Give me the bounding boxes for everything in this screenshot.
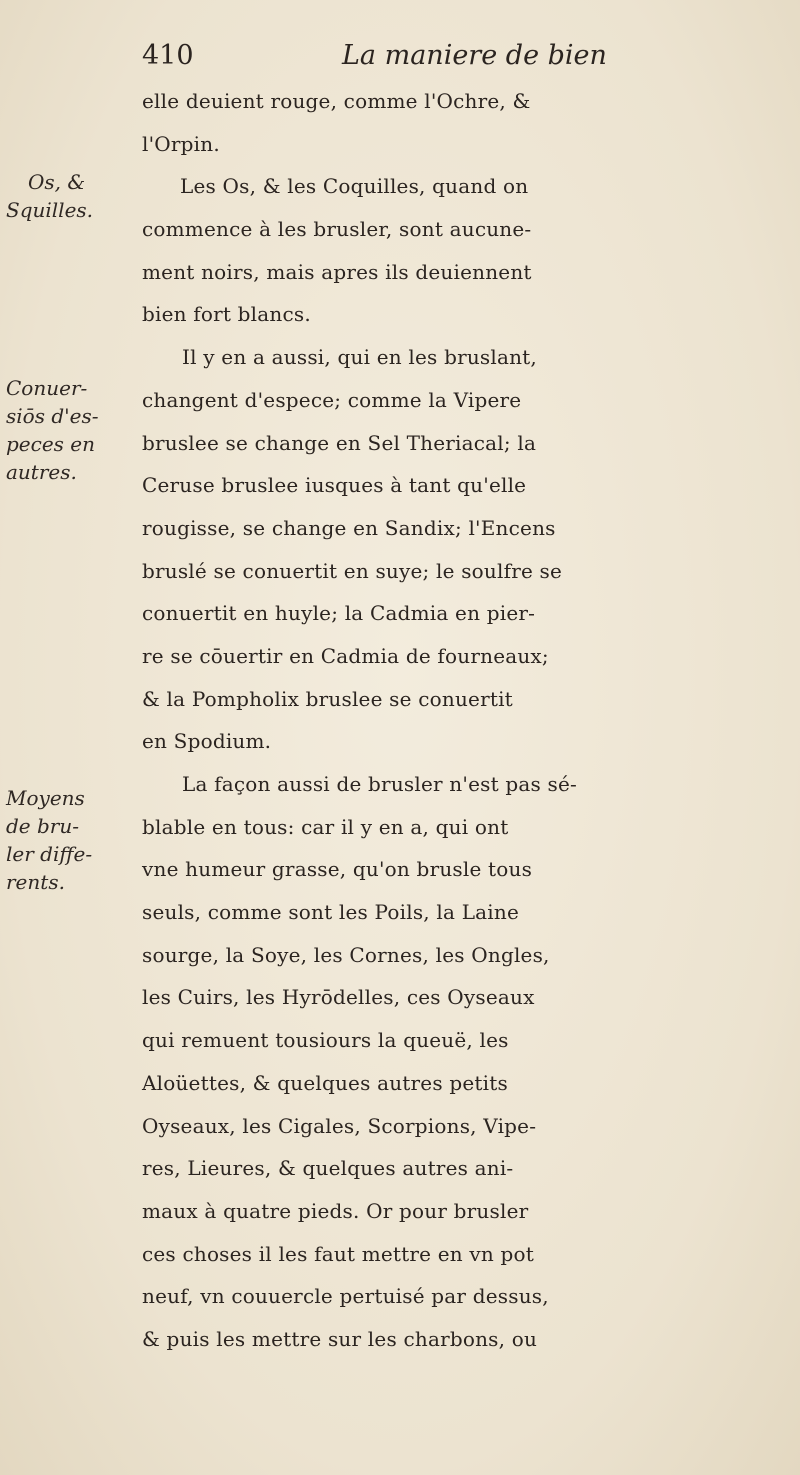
text-line: bien fort blancs. [142,302,311,327]
margin-note [6,168,138,224]
text-line: Les Os, & les Coquilles, quand on [180,174,529,199]
text-line: Il y en a aussi, qui en les bruslant, [182,345,537,370]
margin-note-line: Os, & [28,170,86,194]
text-line: en Spodium. [142,729,272,754]
margin-note-line: Moyens [6,786,85,810]
margin-note [6,784,138,896]
text-line: & puis les mettre sur les charbons, ou [142,1326,538,1351]
margin-note-line: de bru- [6,814,79,838]
text-line: seuls, comme sont les Poils, la Laine [142,900,520,925]
page-header [142,40,662,80]
text-line: ment noirs, mais apres ils deuiennent [142,259,532,284]
text-line: elle deuient rouge, comme l'Ochre, & [142,89,531,113]
margin-note [6,374,138,486]
text-line: Aloüettes, & quelques autres petits [142,1070,508,1095]
text-line: neuf, vn couuercle pertuisé par dessus, [142,1284,549,1309]
body-text [142,80,792,1361]
text-line: bruslé se conuertit en suye; le soulfre se [142,558,563,583]
text-line: qui remuent tousiours la queuë, les [142,1028,509,1053]
text-line: sourge, la Soye, les Cornes, les Ongles, [142,942,550,967]
margin-note-line: Squilles. [6,198,94,222]
text-line: bruslee se change en Sel Theriacal; la [142,430,537,455]
margin-note-line: ler diffe- [6,842,93,866]
margin-note-line: Conuer- [6,376,88,400]
text-line: l'Orpin. [142,131,220,156]
text-line: re se cōuertir en Cadmia de fourneaux; [142,643,549,668]
text-line: commence à les brusler, sont aucune- [142,217,532,242]
text-line: les Cuirs, les Hyrōdelles, ces Oyseaux [142,985,535,1010]
margin-note-line: peces en [6,432,96,456]
page-number: 410 [142,40,194,71]
text-line: changent d'espece; comme la Vipere [142,387,522,412]
running-title: La maniere de bien [342,40,607,71]
text-line: maux à quatre pieds. Or pour brusler [142,1198,529,1223]
margin-note-line: rents. [6,870,65,894]
margin-notes [0,0,140,1475]
text-line: conuertit en huyle; la Cadmia en pier- [142,601,536,626]
text-line: ces choses il les faut mettre en vn pot [142,1241,535,1266]
text-line: La façon aussi de brusler n'est pas sé- [182,772,577,796]
text-line: Oyseaux, les Cigales, Scorpions, Vipe- [142,1113,537,1138]
margin-note-line: siōs d'es- [6,404,99,428]
text-line: res, Lieures, & quelques autres ani- [142,1156,514,1181]
text-line: blable en tous: car il y en a, qui ont [142,814,509,839]
text-line: vne humeur grasse, qu'on brusle tous [142,857,533,882]
text-line: rougisse, se change en Sandix; l'Encens [142,515,556,540]
margin-note-line: autres. [6,460,77,484]
text-line: & la Pompholix bruslee se conuertit [142,686,513,711]
text-line: Ceruse bruslee iusques à tant qu'elle [142,473,527,498]
